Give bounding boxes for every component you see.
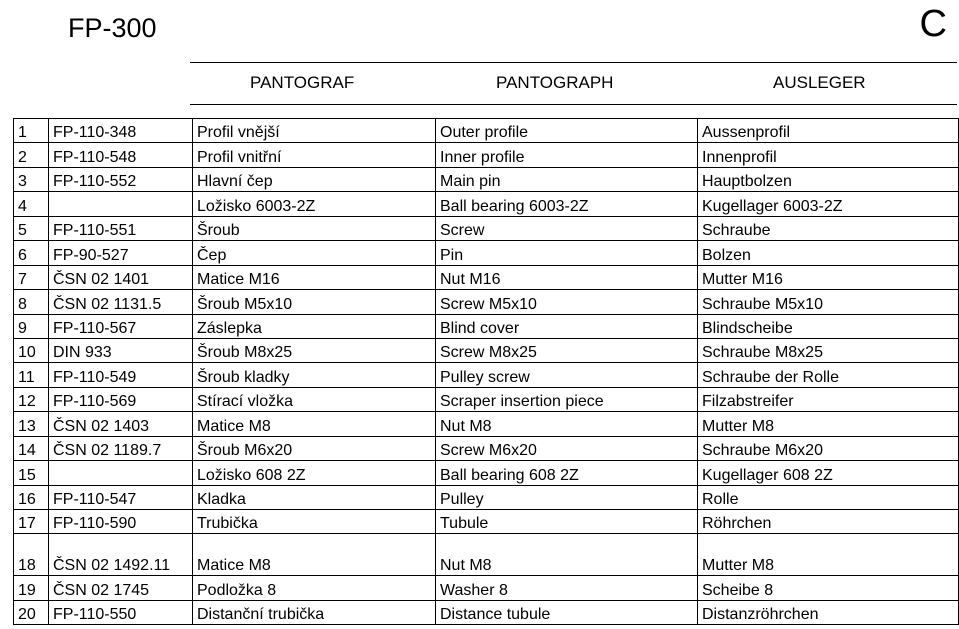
table-row	[14, 314, 959, 338]
name-english: Pin	[436, 241, 698, 265]
name-german: Scheibe 8	[698, 576, 959, 600]
table-row	[14, 510, 959, 534]
name-english: Blind cover	[436, 314, 698, 338]
name-german: Bolzen	[698, 241, 959, 265]
name-czech: Profil vnitřní	[193, 143, 436, 167]
part-code: ČSN 02 1745	[49, 576, 193, 600]
name-english: Screw	[436, 216, 698, 240]
parts-table-body	[14, 119, 959, 625]
part-number: 19	[14, 576, 49, 600]
name-german: Mutter M8	[698, 412, 959, 436]
part-code	[49, 461, 193, 485]
table-row	[14, 387, 959, 411]
name-english: Ball bearing 608 2Z	[436, 461, 698, 485]
part-number: 8	[14, 290, 49, 314]
part-number: 5	[14, 216, 49, 240]
part-code: FP-110-551	[49, 216, 193, 240]
part-code: FP-110-567	[49, 314, 193, 338]
name-english: Screw M5x10	[436, 290, 698, 314]
part-number: 15	[14, 461, 49, 485]
name-czech: Šroub M5x10	[193, 290, 436, 314]
part-code: FP-90-527	[49, 241, 193, 265]
table-row	[14, 363, 959, 387]
header-czech: PANTOGRAF	[250, 73, 355, 92]
part-code: ČSN 02 1189.7	[49, 436, 193, 460]
table-row	[14, 600, 959, 624]
table-row	[14, 534, 959, 576]
name-german: Schraube M6x20	[698, 436, 959, 460]
part-number: 6	[14, 241, 49, 265]
name-czech: Šroub M8x25	[193, 338, 436, 362]
part-number: 12	[14, 387, 49, 411]
part-number: 17	[14, 510, 49, 534]
table-row	[14, 241, 959, 265]
name-czech: Šroub M6x20	[193, 436, 436, 460]
part-code: FP-110-547	[49, 485, 193, 509]
table-row	[14, 216, 959, 240]
part-number: 3	[14, 167, 49, 191]
part-number: 9	[14, 314, 49, 338]
name-czech: Záslepka	[193, 314, 436, 338]
part-code: FP-110-550	[49, 600, 193, 624]
name-german: Rolle	[698, 485, 959, 509]
name-czech: Ložisko 6003-2Z	[193, 192, 436, 216]
part-code: FP-110-569	[49, 387, 193, 411]
table-row	[14, 119, 959, 143]
name-german: Kugellager 608 2Z	[698, 461, 959, 485]
sheet-letter: C	[919, 3, 947, 45]
part-code: ČSN 02 1492.11	[49, 534, 193, 576]
header-english: PANTOGRAPH	[496, 73, 614, 92]
name-english: Screw M6x20	[436, 436, 698, 460]
part-code	[49, 192, 193, 216]
name-english: Pulley screw	[436, 363, 698, 387]
table-row	[14, 143, 959, 167]
part-code: FP-110-548	[49, 143, 193, 167]
name-german: Röhrchen	[698, 510, 959, 534]
table-row	[14, 485, 959, 509]
part-number: 11	[14, 363, 49, 387]
part-code: FP-110-348	[49, 119, 193, 143]
name-english: Scraper insertion piece	[436, 387, 698, 411]
part-number: 4	[14, 192, 49, 216]
name-german: Blindscheibe	[698, 314, 959, 338]
part-code: FP-110-549	[49, 363, 193, 387]
table-row	[14, 192, 959, 216]
part-number: 20	[14, 600, 49, 624]
name-czech: Matice M8	[193, 412, 436, 436]
part-number: 7	[14, 265, 49, 289]
document-title: FP-300	[68, 13, 157, 43]
column-header-band	[190, 62, 957, 105]
part-number: 1	[14, 119, 49, 143]
part-code: ČSN 02 1403	[49, 412, 193, 436]
table-row	[14, 265, 959, 289]
table-row	[14, 461, 959, 485]
name-english: Nut M8	[436, 534, 698, 576]
part-number: 13	[14, 412, 49, 436]
part-code: ČSN 02 1401	[49, 265, 193, 289]
name-german: Kugellager 6003-2Z	[698, 192, 959, 216]
table-row	[14, 290, 959, 314]
name-german: Aussenprofil	[698, 119, 959, 143]
part-number: 2	[14, 143, 49, 167]
name-german: Innenprofil	[698, 143, 959, 167]
name-german: Hauptbolzen	[698, 167, 959, 191]
table-row	[14, 436, 959, 460]
name-german: Schraube M5x10	[698, 290, 959, 314]
name-czech: Ložisko 608 2Z	[193, 461, 436, 485]
name-czech: Matice M8	[193, 534, 436, 576]
name-czech: Hlavní čep	[193, 167, 436, 191]
name-german: Distanzröhrchen	[698, 600, 959, 624]
part-number: 14	[14, 436, 49, 460]
name-czech: Distanční trubička	[193, 600, 436, 624]
name-english: Screw M8x25	[436, 338, 698, 362]
name-czech: Stírací vložka	[193, 387, 436, 411]
name-english: Pulley	[436, 485, 698, 509]
name-english: Inner profile	[436, 143, 698, 167]
part-number: 10	[14, 338, 49, 362]
name-czech: Kladka	[193, 485, 436, 509]
table-row	[14, 412, 959, 436]
name-german: Schraube	[698, 216, 959, 240]
name-czech: Trubička	[193, 510, 436, 534]
name-english: Nut M8	[436, 412, 698, 436]
name-german: Mutter M16	[698, 265, 959, 289]
name-english: Tubule	[436, 510, 698, 534]
name-german: Schraube M8x25	[698, 338, 959, 362]
name-czech: Šroub kladky	[193, 363, 436, 387]
name-czech: Podložka 8	[193, 576, 436, 600]
part-code: FP-110-552	[49, 167, 193, 191]
name-german: Filzabstreifer	[698, 387, 959, 411]
name-english: Outer profile	[436, 119, 698, 143]
name-english: Ball bearing 6003-2Z	[436, 192, 698, 216]
header-german: AUSLEGER	[773, 73, 866, 92]
name-czech: Šroub	[193, 216, 436, 240]
part-number: 18	[14, 534, 49, 576]
table-row	[14, 576, 959, 600]
parts-table	[13, 118, 959, 625]
table-row	[14, 167, 959, 191]
part-number: 16	[14, 485, 49, 509]
name-english: Washer 8	[436, 576, 698, 600]
name-english: Main pin	[436, 167, 698, 191]
table-row	[14, 338, 959, 362]
name-english: Distance tubule	[436, 600, 698, 624]
part-code: ČSN 02 1131.5	[49, 290, 193, 314]
part-code: DIN 933	[49, 338, 193, 362]
name-german: Mutter M8	[698, 534, 959, 576]
name-czech: Čep	[193, 241, 436, 265]
part-code: FP-110-590	[49, 510, 193, 534]
name-german: Schraube der Rolle	[698, 363, 959, 387]
name-czech: Profil vnější	[193, 119, 436, 143]
name-english: Nut M16	[436, 265, 698, 289]
name-czech: Matice M16	[193, 265, 436, 289]
